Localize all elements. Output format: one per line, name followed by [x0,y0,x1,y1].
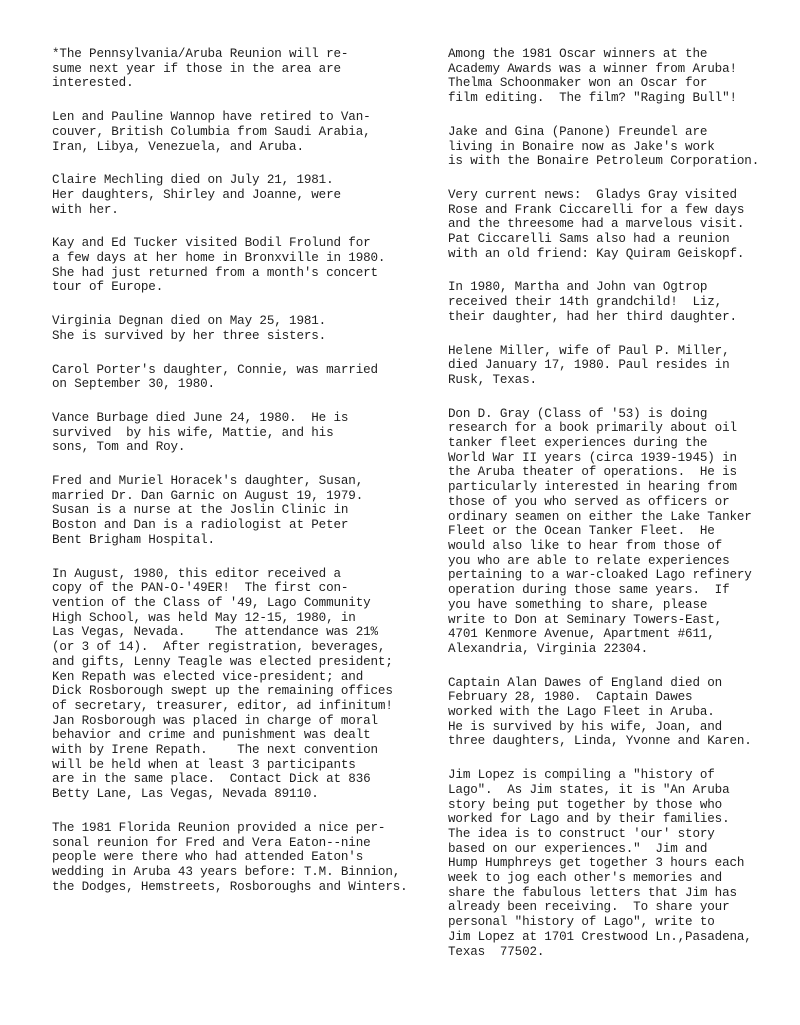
news-item-class-of-49-convention: In August, 1980, this editor received a copy of the PAN-O-'49ER! The first con- vention of the Class of '49, Lago Community High School, was held May 12-15, 1980, in Las Vegas, Nevada. The attendance was 21% (or 3 of 14). After registration, beverages, and gifts, Lenny Teagle was elected president; Ken Repath was elected vice-president; and Dick Rosborough swept up the remaining offices of secretary, treasurer, editor, ad infinitum! Jan Rosborough was placed in charge of moral behavior and crime and punishment was dealt with by Irene Repath. The next convention will be held when at least 3 participants are in the same place. Contact Dick at 836 Betty Lane, Las Vegas, Nevada 89110. [52,566,393,802]
news-item-lopez-history-of-lago: Jim Lopez is compiling a "history of Lago". As Jim states, it is "An Aruba story being put together by those who worked for Lago and by their families. The idea is to construct 'our' story based on our experiences." Jim and Hump Humphreys get together 3 hours each week to jog each other's memories and share the fabulous letters that Jim has already been receiving. To share your personal "history of Lago", write to Jim Lopez at 1701 Crestwood Ln.,Pasadena, Texas 77502. [448,768,752,959]
right-column [448,47,778,978]
news-item-tucker-visit: Kay and Ed Tucker visited Bodil Frolund for a few days at her home in Bronxville in 1980. She had just returned from a month's concert tour of Europe. [52,236,386,295]
news-item-van-ogtrop-grandchild: In 1980, Martha and John van Ogtrop received their 14th grandchild! Liz, their daughter, had her third daughter. [448,280,737,324]
news-item-pennsylvania-reunion: *The Pennsylvania/Aruba Reunion will re- sume next year if those in the area are interested. [52,47,349,91]
news-item-degnan-died: Virginia Degnan died on May 25, 1981. She is survived by her three sisters. [52,314,327,343]
left-column [52,47,430,913]
news-item-mechling-died: Claire Mechling died on July 21, 1981. Her daughters, Shirley and Joanne, were with her. [52,173,341,217]
news-item-wannop-retired: Len and Pauline Wannop have retired to Van- couver, British Columbia from Saudi Arabia, Iran, Libya, Venezuela, and Aruba. [52,110,371,154]
news-item-porter-daughter-married: Carol Porter's daughter, Connie, was married on September 30, 1980. [52,362,378,392]
news-item-burbage-died: Vance Burbage died June 24, 1980. He is survived by his wife, Mattie, and his sons, Tom and Roy. [52,410,349,455]
news-item-horacek-daughter-married: Fred and Muriel Horacek's daughter, Susan, married Dr. Dan Garnic on August 19, 1979. Susan is a nurse at the Joslin Clinic in Boston and Dan is a radiologist at Peter Bent Brigham Hospital. [52,474,364,547]
news-item-gray-research: Don D. Gray (Class of '53) is doing research for a book primarily about oil tanker fleet experiences during the World War II years (circa 1939-1945) in the Aruba theater of operations. He is particularly interested in hearing from those of you who served as officers or ordinary seamen on either the Lake Tanker Fleet or the Ocean Tanker Fleet. He would also like to hear from those of you who are able to relate experiences pertaining to a war-cloaked Lago refinery operation during those same years. If you have something to share, please write to Don at Seminary Towers-East, 4701 Kenmore Avenue, Apartment #611, Alexandria, Virginia 22304. [448,406,752,656]
news-item-ciccarelli-visit: Very current news: Gladys Gray visited Rose and Frank Ciccarelli for a few days and the threesome had a marvelous visit. Pat Ciccarelli Sams also had a reunion with an old friend: Kay Quiram Geiskopf. [448,187,745,261]
news-item-freundel-bonaire: Jake and Gina (Panone) Freundel are living in Bonaire now as Jake's work is with the Bonaire Petroleum Corporation. [448,124,760,169]
news-item-florida-reunion: The 1981 Florida Reunion provided a nice per- sonal reunion for Fred and Vera Eaton--nine people were there who had attended Eaton's wedding in Aruba 43 years before: T.M. Binnion, the Dodges, Hemstreets, Rosboroughs and Winters. [52,820,408,894]
news-item-oscar-winner: Among the 1981 Oscar winners at the Academy Awards was a winner from Aruba! Thelma Schoonmaker won an Oscar for film editing. The film? "Raging Bull"! [448,47,737,106]
news-item-dawes-died: Captain Alan Dawes of England died on February 28, 1980. Captain Dawes worked with the Lago Fleet in Aruba. He is survived by his wife, Joan, and three daughters, Linda, Yvonne and Karen. [448,675,752,749]
news-item-miller-died: Helene Miller, wife of Paul P. Miller, died January 17, 1980. Paul resides in Rusk, Texas. [448,343,730,387]
